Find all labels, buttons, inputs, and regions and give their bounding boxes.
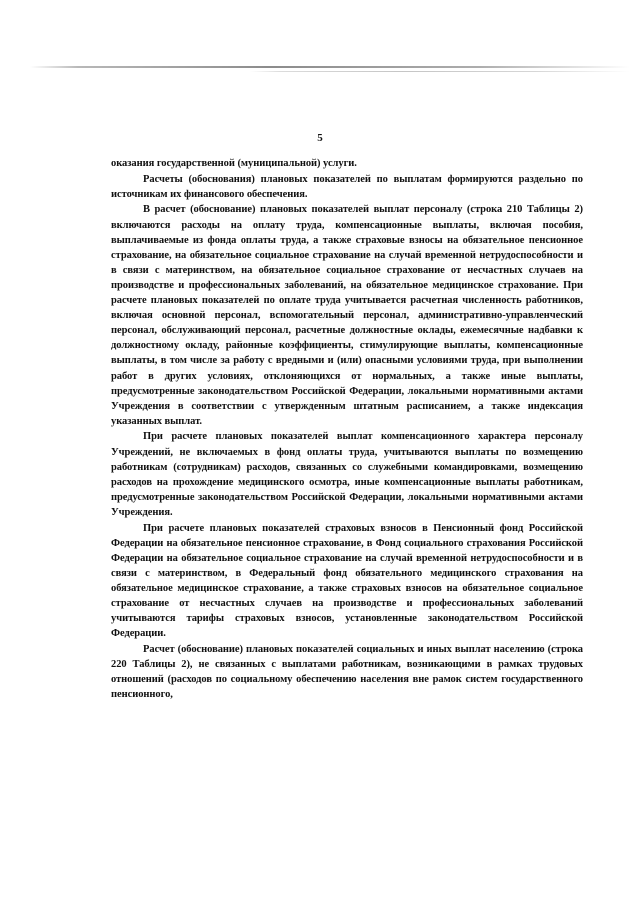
- scan-artifact-line-faint: [250, 71, 630, 72]
- paragraph-continuation: оказания государственной (муниципальной) услуги.: [111, 158, 357, 169]
- page-number: 5: [317, 132, 323, 144]
- scan-artifact-line: [30, 66, 630, 68]
- paragraph: При расчете плановых показателей страховых взносов в Пенсионный фонд Российской Федерации на обязательное пенсионное страхование, в Фонд социального страхования Российской Федерации на обязательное социальное страхование на случай временной нетрудоспособности и в связи с материнством, в Федеральный фонд обязательного медицинского страхования на обязательное медицинское страхование, а также страховых взносов на обязательное социальное страхование от несчастных случаев на производстве и профессиональных заболеваний учитываются тарифы страховых взносов, установленные законодательством Российской Федерации.: [111, 522, 583, 640]
- paragraph: В расчет (обоснование) плановых показателей выплат персоналу (строка 210 Таблицы 2) включаются расходы на оплату труда, компенсационные выплаты, включая пособия, выплачиваемые из фонда оплаты труда, а также страховые взносы на обязательное пенсионное страхование, на обязательное социальное страхование на случай временной нетрудоспособности и в связи с материнством, на обязательное социальное страхование от несчастных случаев на производстве и профессиональных заболеваний, на обязательное медицинское страхование. При расчете плановых показателей по оплате труда учитывается расчетная численность работников, включая основной персонал, вспомогательный персонал, административно-управленческий персонал, обслуживающий персонал, расчетные должностные оклады, ежемесячные надбавки к должностному окладу, районные коэффициенты, стимулирующие выплаты, компенсационные выплаты, в том числе за работу с вредными и (или) опасными условиями труда, при выполнении работ в других условиях, отклоняющихся от нормальных, а также иные выплаты, предусмотренные законодательством Российской Федерации, локальными нормативными актами Учреждения в соответствии с утвержденным штатным расписанием, а также индексация указанных выплат.: [111, 204, 583, 427]
- paragraph: При расчете плановых показателей выплат компенсационного характера персоналу Учреждений, не включаемых в фонд оплаты труда, учитываются выплаты по возмещению работникам (сотрудникам) расходов, связанных со служебными командировками, возмещению расходов на прохождение медицинского осмотра, иные компенсационные выплаты работникам, предусмотренные законодательством Российской Федерации, локальными нормативными актами Учреждения.: [111, 431, 583, 518]
- paragraph: Расчет (обоснование) плановых показателей социальных и иных выплат населению (строка 220 Таблицы 2), не связанных с выплатами работникам, возникающими в рамках трудовых отношений (расходов по социальному обеспечению населения вне рамок систем государственного пенсионного,: [111, 643, 583, 701]
- document-body: [111, 156, 583, 702]
- paragraph: Расчеты (обоснования) плановых показателей по выплатам формируются раздельно по источникам их финансового обеспечения.: [111, 173, 583, 200]
